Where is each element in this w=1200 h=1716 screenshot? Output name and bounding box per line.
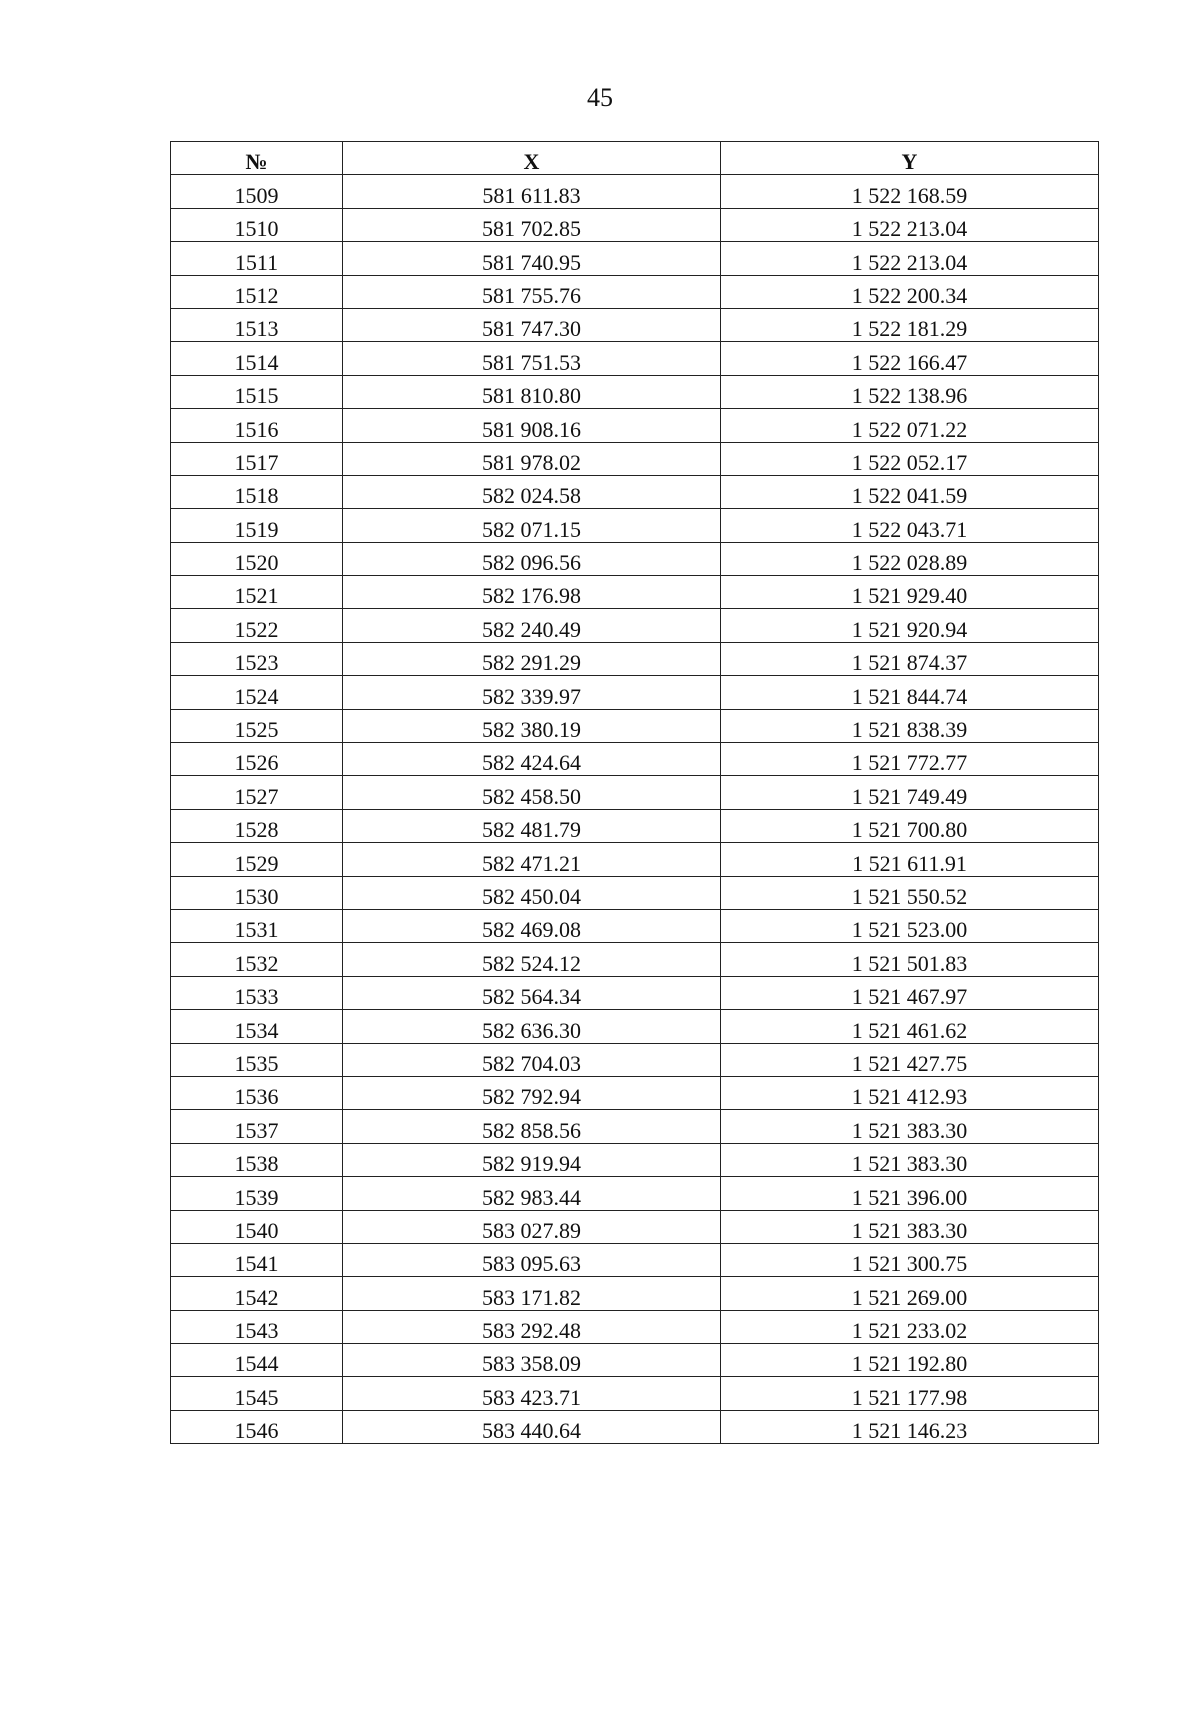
cell-number: 1535	[171, 1043, 343, 1076]
cell-y: 1 521 874.37	[721, 642, 1099, 675]
cell-number: 1540	[171, 1210, 343, 1243]
cell-number: 1526	[171, 743, 343, 776]
cell-y: 1 522 181.29	[721, 308, 1099, 341]
cell-x: 581 755.76	[343, 275, 721, 308]
cell-number: 1544	[171, 1344, 343, 1377]
cell-y: 1 521 146.23	[721, 1410, 1099, 1443]
cell-number: 1527	[171, 776, 343, 809]
table-row	[171, 542, 1099, 575]
table-row	[171, 976, 1099, 1009]
cell-x: 583 095.63	[343, 1243, 721, 1276]
cell-y: 1 522 166.47	[721, 342, 1099, 375]
table-row	[171, 442, 1099, 475]
cell-y: 1 521 611.91	[721, 843, 1099, 876]
cell-number: 1516	[171, 409, 343, 442]
cell-y: 1 521 461.62	[721, 1010, 1099, 1043]
cell-y: 1 521 523.00	[721, 909, 1099, 942]
table-row	[171, 642, 1099, 675]
table-row	[171, 1243, 1099, 1276]
cell-x: 582 919.94	[343, 1143, 721, 1176]
cell-x: 581 702.85	[343, 208, 721, 241]
cell-number: 1532	[171, 943, 343, 976]
cell-x: 583 292.48	[343, 1310, 721, 1343]
table-row	[171, 743, 1099, 776]
cell-y: 1 521 427.75	[721, 1043, 1099, 1076]
cell-x: 582 983.44	[343, 1177, 721, 1210]
table-row	[171, 1277, 1099, 1310]
cell-number: 1546	[171, 1410, 343, 1443]
table-row	[171, 1143, 1099, 1176]
header-x: X	[343, 142, 721, 175]
cell-x: 582 339.97	[343, 676, 721, 709]
cell-x: 583 440.64	[343, 1410, 721, 1443]
cell-number: 1539	[171, 1177, 343, 1210]
cell-y: 1 521 749.49	[721, 776, 1099, 809]
table-row	[171, 676, 1099, 709]
cell-x: 581 747.30	[343, 308, 721, 341]
table-row	[171, 308, 1099, 341]
cell-x: 582 096.56	[343, 542, 721, 575]
table-row	[171, 909, 1099, 942]
table-row	[171, 375, 1099, 408]
cell-number: 1520	[171, 542, 343, 575]
cell-x: 582 450.04	[343, 876, 721, 909]
table-row	[171, 1310, 1099, 1343]
table-row	[171, 1076, 1099, 1109]
cell-y: 1 522 213.04	[721, 208, 1099, 241]
cell-number: 1541	[171, 1243, 343, 1276]
cell-x: 583 171.82	[343, 1277, 721, 1310]
cell-number: 1522	[171, 609, 343, 642]
cell-x: 582 458.50	[343, 776, 721, 809]
table-row	[171, 1344, 1099, 1377]
cell-x: 581 751.53	[343, 342, 721, 375]
table-row	[171, 843, 1099, 876]
cell-number: 1525	[171, 709, 343, 742]
cell-number: 1530	[171, 876, 343, 909]
table-row	[171, 475, 1099, 508]
cell-x: 582 240.49	[343, 609, 721, 642]
cell-x: 582 471.21	[343, 843, 721, 876]
cell-number: 1515	[171, 375, 343, 408]
cell-x: 582 024.58	[343, 475, 721, 508]
cell-x: 582 481.79	[343, 809, 721, 842]
cell-number: 1536	[171, 1076, 343, 1109]
cell-y: 1 521 920.94	[721, 609, 1099, 642]
table-row	[171, 242, 1099, 275]
cell-y: 1 522 041.59	[721, 475, 1099, 508]
table-row	[171, 1210, 1099, 1243]
cell-y: 1 522 138.96	[721, 375, 1099, 408]
header-row	[171, 142, 1099, 175]
cell-number: 1509	[171, 175, 343, 208]
cell-number: 1528	[171, 809, 343, 842]
cell-y: 1 521 383.30	[721, 1210, 1099, 1243]
cell-number: 1512	[171, 275, 343, 308]
cell-x: 582 564.34	[343, 976, 721, 1009]
cell-number: 1519	[171, 509, 343, 542]
cell-number: 1518	[171, 475, 343, 508]
table-row	[171, 609, 1099, 642]
cell-number: 1531	[171, 909, 343, 942]
cell-x: 582 380.19	[343, 709, 721, 742]
cell-x: 582 176.98	[343, 576, 721, 609]
cell-number: 1545	[171, 1377, 343, 1410]
cell-y: 1 522 052.17	[721, 442, 1099, 475]
table-row	[171, 1043, 1099, 1076]
cell-x: 581 611.83	[343, 175, 721, 208]
cell-number: 1514	[171, 342, 343, 375]
cell-number: 1543	[171, 1310, 343, 1343]
coordinates-table	[170, 141, 1099, 1444]
cell-x: 583 358.09	[343, 1344, 721, 1377]
cell-x: 582 858.56	[343, 1110, 721, 1143]
cell-x: 581 908.16	[343, 409, 721, 442]
cell-x: 582 636.30	[343, 1010, 721, 1043]
table-row	[171, 509, 1099, 542]
cell-number: 1537	[171, 1110, 343, 1143]
cell-y: 1 522 043.71	[721, 509, 1099, 542]
cell-number: 1538	[171, 1143, 343, 1176]
header-number: №	[171, 142, 343, 175]
cell-y: 1 521 844.74	[721, 676, 1099, 709]
cell-y: 1 521 412.93	[721, 1076, 1099, 1109]
cell-y: 1 521 550.52	[721, 876, 1099, 909]
table-row	[171, 776, 1099, 809]
cell-number: 1542	[171, 1277, 343, 1310]
cell-y: 1 521 177.98	[721, 1377, 1099, 1410]
cell-x: 582 424.64	[343, 743, 721, 776]
cell-number: 1517	[171, 442, 343, 475]
cell-number: 1533	[171, 976, 343, 1009]
cell-y: 1 521 838.39	[721, 709, 1099, 742]
cell-number: 1529	[171, 843, 343, 876]
cell-x: 581 810.80	[343, 375, 721, 408]
table-row	[171, 709, 1099, 742]
table-row	[171, 409, 1099, 442]
cell-y: 1 521 300.75	[721, 1243, 1099, 1276]
cell-y: 1 521 192.80	[721, 1344, 1099, 1377]
table-body	[171, 175, 1099, 1444]
cell-x: 582 792.94	[343, 1076, 721, 1109]
cell-x: 582 469.08	[343, 909, 721, 942]
cell-y: 1 521 700.80	[721, 809, 1099, 842]
cell-y: 1 521 467.97	[721, 976, 1099, 1009]
cell-number: 1524	[171, 676, 343, 709]
cell-x: 583 027.89	[343, 1210, 721, 1243]
cell-x: 582 704.03	[343, 1043, 721, 1076]
cell-y: 1 522 071.22	[721, 409, 1099, 442]
cell-y: 1 521 269.00	[721, 1277, 1099, 1310]
table-row	[171, 1177, 1099, 1210]
cell-y: 1 521 383.30	[721, 1143, 1099, 1176]
cell-x: 581 740.95	[343, 242, 721, 275]
cell-x: 582 291.29	[343, 642, 721, 675]
table-row	[171, 1410, 1099, 1443]
cell-number: 1521	[171, 576, 343, 609]
cell-y: 1 522 200.34	[721, 275, 1099, 308]
table-row	[171, 175, 1099, 208]
cell-number: 1534	[171, 1010, 343, 1043]
cell-x: 583 423.71	[343, 1377, 721, 1410]
cell-y: 1 522 168.59	[721, 175, 1099, 208]
table-row	[171, 809, 1099, 842]
cell-number: 1511	[171, 242, 343, 275]
table-row	[171, 1010, 1099, 1043]
table-row	[171, 275, 1099, 308]
cell-number: 1510	[171, 208, 343, 241]
table-row	[171, 943, 1099, 976]
table-row	[171, 342, 1099, 375]
cell-y: 1 521 396.00	[721, 1177, 1099, 1210]
table-row	[171, 1110, 1099, 1143]
cell-number: 1513	[171, 308, 343, 341]
cell-y: 1 521 501.83	[721, 943, 1099, 976]
cell-y: 1 521 929.40	[721, 576, 1099, 609]
cell-x: 581 978.02	[343, 442, 721, 475]
cell-y: 1 521 383.30	[721, 1110, 1099, 1143]
table-row	[171, 1377, 1099, 1410]
cell-y: 1 521 233.02	[721, 1310, 1099, 1343]
cell-y: 1 522 213.04	[721, 242, 1099, 275]
cell-y: 1 522 028.89	[721, 542, 1099, 575]
table-row	[171, 876, 1099, 909]
table-row	[171, 208, 1099, 241]
table-row	[171, 576, 1099, 609]
header-y: Y	[721, 142, 1099, 175]
cell-x: 582 524.12	[343, 943, 721, 976]
cell-y: 1 521 772.77	[721, 743, 1099, 776]
cell-number: 1523	[171, 642, 343, 675]
page-number: 45	[587, 83, 613, 112]
table-header	[171, 142, 1099, 175]
cell-x: 582 071.15	[343, 509, 721, 542]
